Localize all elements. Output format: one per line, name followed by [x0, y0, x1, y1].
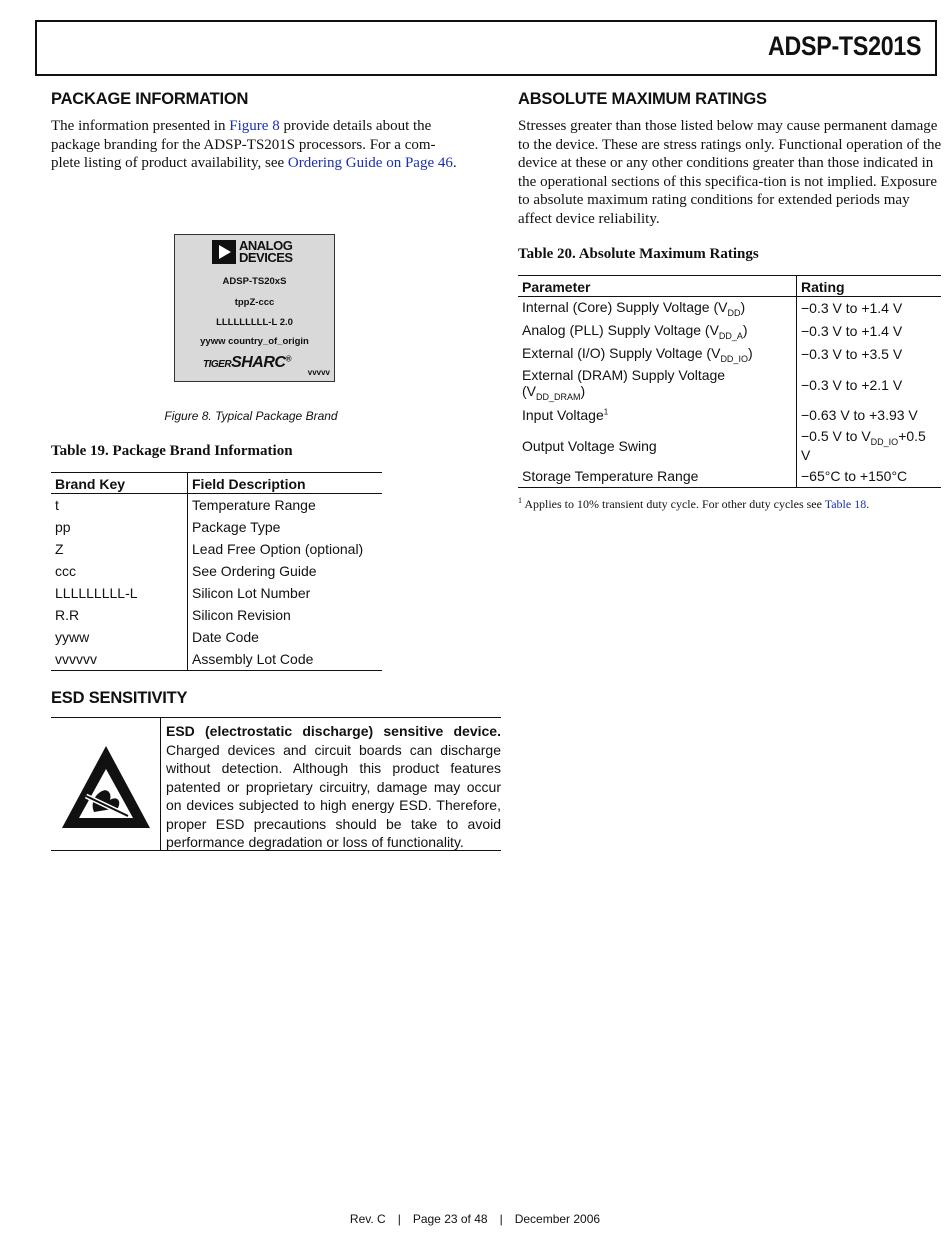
table-row [51, 516, 382, 538]
footnote-mark: 1 [518, 495, 522, 505]
table-row [518, 343, 941, 366]
package-info-heading: PACKAGE INFORMATION [51, 90, 249, 108]
brand-key-cell: LLLLLLLLL-L [51, 582, 188, 604]
esd-bold-text: ESD (electrostatic discharge) sensitive device. [166, 723, 501, 739]
rating-text: +0.5 V [801, 428, 926, 463]
rating-cell [797, 426, 942, 465]
rating-cell [797, 343, 942, 366]
rating-text: −65°C to +150°C [801, 467, 908, 484]
tiger-text: TIGER [203, 359, 232, 370]
parameter-text: Storage Temperature Range [522, 467, 699, 484]
rating-text: −0.5 V to V [801, 428, 871, 445]
esd-heading: ESD SENSITIVITY [51, 689, 188, 707]
tigersharc-logo [203, 354, 291, 372]
table-row [518, 404, 941, 426]
package-text-2: provide details about the package branding for the ADSP-TS201S processors. For a com-plete listing of product availability, see [51, 118, 436, 171]
rating-cell [797, 320, 942, 343]
parameter-text: ) [740, 299, 746, 315]
footer-revision: Rev. C [349, 1212, 386, 1226]
table-row [518, 297, 941, 320]
table19-header-desc: Field Description [188, 473, 383, 494]
table-row [51, 648, 382, 671]
parameter-text: Input Voltage [522, 407, 604, 424]
field-description-cell: Temperature Range [192, 497, 316, 513]
parameter-text: Analog (PLL) Supply Voltage (V [522, 321, 719, 338]
esd-body-text: Charged devices and circuit boards can discharge without detection. Although this product features patented or proprietary circuitry, damage may occur on devices subjected to high energy ESD. Therefore, proper ESD precautions should be take to avoid performance degradation or loss of functionality. [166, 741, 501, 850]
table-row [518, 365, 941, 404]
rating-cell [797, 404, 942, 426]
parameter-cell [518, 465, 797, 488]
package-brand-figure [174, 234, 335, 382]
ratings-table [518, 275, 941, 488]
parameter-text: Internal (Core) Supply Voltage (V [522, 299, 728, 315]
field-description-cell: Silicon Revision [192, 607, 291, 623]
document-title: ADSP-TS201S [767, 31, 921, 61]
parameter-text: DD [727, 307, 741, 318]
field-description-cell: Date Code [192, 629, 259, 645]
parameter-text: External (DRAM) Supply Voltage (V [522, 367, 726, 400]
rating-text: −0.3 V to +2.1 V [801, 376, 903, 393]
figure-8-link[interactable]: Figure 8 [229, 118, 280, 134]
table19-block [51, 443, 382, 671]
esd-text [166, 722, 501, 852]
parameter-text: 1 [603, 407, 609, 417]
footnote [518, 496, 943, 512]
table-row [51, 604, 382, 626]
parameter-text: ) [747, 344, 753, 361]
table-row [51, 538, 382, 560]
brand-line-1: ADSP-TS20xS [222, 276, 287, 287]
analog-devices-logo-icon [212, 240, 236, 264]
table19-header-key: Brand Key [51, 473, 188, 494]
esd-heading-wrap [51, 689, 187, 716]
table-row [518, 320, 941, 343]
footer-separator: | [499, 1212, 503, 1226]
field-description-cell: Package Type [192, 519, 281, 535]
parameter-cell [518, 343, 797, 366]
package-info-paragraph [51, 117, 461, 173]
brand-key-cell: R.R [51, 604, 188, 626]
parameter-text: External (I/O) Supply Voltage (V [522, 344, 721, 361]
rating-text: −0.3 V to +1.4 V [801, 300, 903, 317]
esd-icon-cell [51, 718, 161, 850]
brand-key-cell: ccc [51, 560, 188, 582]
parameter-cell [518, 297, 797, 320]
brand-info-table [51, 472, 382, 671]
parameter-text: ) [742, 321, 748, 338]
footnote-text: Applies to 10% transient duty cycle. For other duty cycles see [522, 496, 825, 511]
parameter-text: DD_IO [720, 353, 748, 364]
field-description-cell: See Ordering Guide [192, 563, 317, 579]
table20-header-param: Parameter [518, 276, 797, 297]
table-row [518, 465, 941, 488]
right-column [518, 90, 943, 512]
rating-text: DD_IO [870, 436, 899, 447]
brand-line-4: yyww country_of_origin [200, 336, 309, 347]
field-description-cell: Assembly Lot Code [188, 648, 383, 671]
parameter-text: Output Voltage Swing [522, 437, 657, 454]
parameter-text: DD_A [718, 330, 743, 341]
table20-caption: Table 20. Absolute Maximum Ratings [518, 246, 759, 262]
parameter-cell [518, 365, 797, 404]
table-row [51, 494, 382, 517]
table19-caption: Table 19. Package Brand Information [51, 443, 293, 459]
esd-notice [51, 717, 501, 851]
field-description-cell: Lead Free Option (optional) [192, 541, 364, 557]
brand-line-3: LLLLLLLLL-L 2.0 [216, 317, 293, 328]
sharc-text: SHARC [231, 354, 286, 371]
footer-page-number: Page 23 of 48 [412, 1212, 488, 1226]
parameter-text: DD_DRAM [536, 392, 581, 403]
rating-cell [797, 465, 942, 488]
parameter-cell [518, 404, 797, 426]
brand-key-cell: vvvvvv [51, 648, 188, 671]
logo-line-2: DEVICES [239, 250, 293, 265]
rating-text: −0.3 V to +3.5 V [801, 345, 903, 362]
table20-header-rating: Rating [797, 276, 942, 297]
figure-caption: Figure 8. Typical Package Brand [164, 409, 338, 423]
registered-mark: ® [285, 354, 291, 364]
table-row [51, 560, 382, 582]
brand-line-2: tppZ-ccc [234, 297, 275, 308]
table-row [518, 426, 941, 465]
package-text-3: . [452, 155, 457, 171]
parameter-text: ) [580, 383, 586, 400]
rating-cell [797, 365, 942, 404]
rating-cell [797, 297, 942, 320]
table-row [51, 582, 382, 604]
brand-code: vvvvv [307, 368, 330, 377]
analog-devices-logo [212, 240, 302, 268]
left-column [51, 90, 461, 173]
field-description-cell: Silicon Lot Number [192, 585, 311, 601]
footer-separator: | [397, 1212, 401, 1226]
brand-key-cell: t [51, 494, 188, 517]
page-footer [0, 1212, 950, 1226]
brand-key-cell: Z [51, 538, 188, 560]
amr-heading: ABSOLUTE MAXIMUM RATINGS [518, 90, 767, 108]
rating-text: −0.63 V to +3.93 V [801, 407, 918, 424]
package-text-1: The information presented in [51, 118, 230, 134]
amr-paragraph: Stresses greater than those listed below may cause permanent damage to the device. These are stress ratings only. Functional operation of the device at these or any other conditions greater than those indicated in the operational sections of this specifica-tion is not implied. Exposure to absolute maximum rating conditions for extended periods may affect device reliability. [518, 118, 942, 227]
parameter-cell [518, 426, 797, 465]
footer-date: December 2006 [514, 1212, 601, 1226]
esd-warning-icon [56, 736, 156, 846]
parameter-cell [518, 320, 797, 343]
brand-key-cell: pp [51, 516, 188, 538]
brand-key-cell: yyww [51, 626, 188, 648]
footnote-end: . [866, 496, 870, 511]
page-header [35, 20, 937, 76]
table-18-link[interactable]: Table 18 [824, 496, 867, 511]
table-row [51, 626, 382, 648]
rating-text: −0.3 V to +1.4 V [801, 323, 903, 340]
logo-line-1: ANALOG [239, 238, 293, 253]
ordering-guide-link[interactable]: Ordering Guide on Page 46 [287, 155, 453, 171]
